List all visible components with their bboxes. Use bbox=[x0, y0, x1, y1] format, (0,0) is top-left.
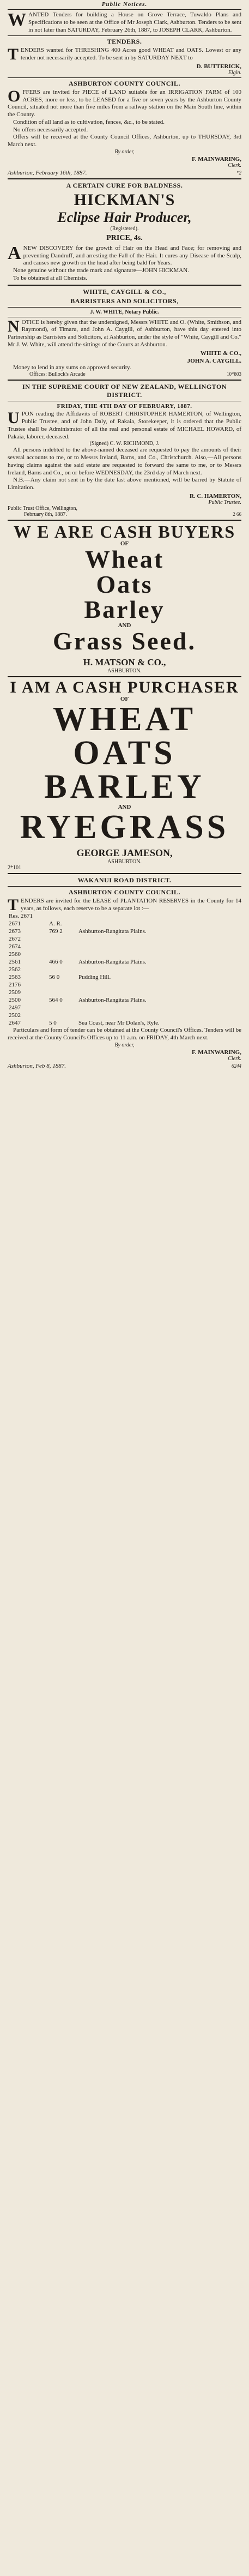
reserve-mid: 56 0 bbox=[49, 974, 60, 981]
reserve-row bbox=[8, 935, 241, 943]
ad-signoff: JOHN A. CAYGILL. bbox=[187, 357, 241, 364]
divider bbox=[8, 9, 241, 10]
reserve-mid bbox=[48, 989, 77, 996]
reserve-row bbox=[8, 1019, 241, 1027]
ad-wakanui bbox=[8, 876, 241, 884]
ad-heading: ASHBURTON COUNTY COUNCIL. bbox=[68, 888, 181, 896]
court-date: FRIDAY, THE 4TH DAY OF FEBRUARY, 1887. bbox=[57, 403, 192, 410]
notary: J. W. WHITE, Notary Public. bbox=[90, 309, 159, 315]
reserve-row bbox=[8, 950, 241, 958]
reserve-desc bbox=[77, 1004, 241, 1012]
reserve-row bbox=[8, 1012, 241, 1019]
ad-paragraph: N.B.—Any claim not sent in by the date last above mentioned, will be barred by Statute of Limitation. bbox=[8, 477, 241, 491]
divider bbox=[8, 35, 241, 36]
divider bbox=[8, 520, 241, 521]
reserve-res: 2672 bbox=[9, 936, 21, 943]
reserve-res: Res. 2671 bbox=[9, 913, 33, 920]
reserve-mid bbox=[48, 950, 77, 958]
reserve-desc bbox=[77, 1012, 241, 1019]
ad-text: ENDERS wanted for THRESHING 400 Acres good WHEAT and OATS. Lowest or any tender not necessarily accepted. To be sent in by SATURDAY NEXT to bbox=[21, 47, 241, 61]
ad-signoff: R. C. HAMERTON, bbox=[189, 492, 241, 499]
reserve-mid bbox=[48, 966, 77, 973]
reserve-desc: Ashburton-Rangitata Plains. bbox=[78, 928, 147, 935]
ad-paragraph: Offers will be received at the County Council Offices, Ashburton, up to THURSDAY, 3rd March next. bbox=[8, 134, 241, 148]
reserve-res: 2176 bbox=[9, 982, 21, 989]
reserve-mid bbox=[48, 935, 77, 943]
ad-signoff: F. MAINWARING, bbox=[192, 1049, 241, 1056]
reserve-res: 2563 bbox=[9, 974, 21, 981]
divider bbox=[8, 178, 241, 179]
by-order: By order, bbox=[114, 148, 135, 155]
ad-heading: WAKANUI ROAD DISTRICT. bbox=[77, 876, 172, 884]
section-title: Public Notices. bbox=[101, 1, 148, 8]
place: ASHBURTON. bbox=[107, 667, 142, 674]
ad-heading: IN THE SUPREME COURT OF NEW ZEALAND, WELLINGTON DISTRICT. bbox=[22, 383, 227, 399]
reserve-row bbox=[8, 943, 241, 950]
divider bbox=[8, 873, 241, 874]
ad-signoff: WHITE & CO., bbox=[200, 350, 241, 357]
ad-text: FFERS are invited for PIECE of LAND suitable for an IRRIGATION FARM of 100 ACRES, more or less, to be LEASED for a five or seven years by the Ashburton County Council, situated not more than five miles from a railway station on the Main South line, within the County. bbox=[8, 88, 241, 118]
oats: OATS bbox=[73, 734, 176, 772]
reserves-table bbox=[8, 912, 241, 1027]
ad-paragraph: All persons indebted to the above-named deceased are requested to pay the amounts of their several accounts to me, or to Messrs Ireland, Barns, and Co., Christchurch. Also,—All persons having claims against the said estate are requested to forward the same to me, or to Messrs Ireland, Barns and Co., on or before WEDNESDAY, the 23rd day of March next. bbox=[8, 447, 241, 476]
divider bbox=[8, 77, 241, 78]
cash-purchaser: I AM A CASH PURCHASER bbox=[10, 678, 239, 696]
ad-text: ENDERS are invited for the LEASE of PLANTATION RESERVES in the County for 14 years, as follows, each reserve to be a separate lot :— bbox=[21, 897, 241, 912]
ad-paragraph: No offers necessarily accepted. bbox=[13, 126, 88, 133]
ad-signoff: F. MAINWARING, bbox=[192, 155, 241, 162]
office: Public Trust Office, Wellington, bbox=[8, 505, 77, 511]
reserve-desc: Ashburton-Rangitata Plains. bbox=[78, 997, 147, 1004]
oats: Oats bbox=[96, 570, 153, 598]
dropcap: O bbox=[8, 87, 21, 105]
ad-role: Public Trustee. bbox=[208, 499, 241, 505]
divider bbox=[8, 285, 241, 286]
dropcap: N bbox=[8, 317, 20, 335]
ad-date: February 8th, 1887. bbox=[24, 511, 67, 517]
barley: BARLEY bbox=[44, 768, 205, 805]
divider bbox=[8, 676, 241, 677]
reserve-mid: A. R. bbox=[49, 920, 62, 928]
reserve-row bbox=[8, 973, 241, 981]
ad-ref: 6244 bbox=[232, 1063, 241, 1069]
reserve-row bbox=[8, 1004, 241, 1012]
wheat: WHEAT bbox=[52, 700, 197, 738]
ad-heading: ASHBURTON COUNTY COUNCIL. bbox=[68, 79, 181, 87]
reserve-desc bbox=[77, 935, 241, 943]
ad-county-leases bbox=[8, 888, 241, 1069]
ad-text: NEW DISCOVERY for the growth of Hair on the Head and Face; for removing and preventing Dandruff, and arresting the Fall of the Hair. It cures any Disease of the Scalp, and causes new growth on the head after being bald for Years. bbox=[23, 244, 241, 267]
divider bbox=[8, 886, 241, 887]
reserve-desc bbox=[77, 950, 241, 958]
firm: H. MATSON & CO., bbox=[83, 657, 166, 667]
reserve-desc: Ashburton-Rangitata Plains. bbox=[78, 959, 147, 966]
ad-text: PON reading the Affidavits of ROBERT CHRISTOPHER HAMERTON, of Wellington, Public Trustee, and of John Daly, of Rakaia, Storekeeper, it is ordered that the Public Trustee shall be Administrator of all the real and personal estate of MICHAEL HOWARD, of Pakaia, laborer, deceased. bbox=[8, 411, 241, 440]
reserve-desc bbox=[77, 981, 241, 989]
divider bbox=[8, 380, 241, 381]
reserve-res: 2673 bbox=[9, 928, 21, 935]
ad-subheading: BARRISTERS AND SOLICITORS, bbox=[70, 297, 179, 305]
ad-paragraph: Particulars and form of tender can be obtained at the County Council's Offices. Tenders will be received at the County Council's Offices up to 11 a.m. on FRIDAY, 4th March next. bbox=[8, 1027, 241, 1041]
divider bbox=[8, 307, 241, 308]
reserve-res: 2674 bbox=[9, 943, 21, 950]
of-label: OF bbox=[120, 540, 129, 547]
ad-jameson-purchaser bbox=[8, 679, 241, 871]
ad-ref: 10*803 bbox=[227, 371, 241, 377]
dropcap: A bbox=[8, 243, 21, 263]
reserve-desc: Sea Coast, near Mr Dolan's, Ryle. bbox=[78, 1020, 160, 1027]
reserve-mid bbox=[48, 943, 77, 950]
ad-heading: A CERTAIN CURE FOR BALDNESS. bbox=[66, 181, 183, 189]
dropcap: W bbox=[8, 10, 26, 30]
by-order: By order, bbox=[114, 1042, 135, 1048]
reserve-res: 2509 bbox=[9, 989, 21, 996]
ad-ref: 2*101 bbox=[8, 864, 21, 871]
reserve-res: 2562 bbox=[9, 966, 21, 973]
dropcap: T bbox=[8, 895, 19, 914]
reserve-mid bbox=[48, 1012, 77, 1019]
reserve-res: 2560 bbox=[9, 951, 21, 958]
ad-text: OTICE is hereby given that the undersigned, Messrs WHITE and O. (White, Smithson, and Raymond), of Timaru, and John A. Caygill, of Ashburton, have this day entered into Partnership as Barristers and Solicitors, at Ashburton, under the style of "White, Caygill and Co." Mr J. W. White, will attend the sittings of the Courts at Ashburton. bbox=[8, 318, 241, 348]
ad-paragraph: To be obtained at all Chemists. bbox=[13, 274, 88, 281]
ad-tenders-threshing bbox=[8, 38, 241, 76]
reserve-mid: 466 0 bbox=[49, 959, 63, 966]
reserve-mid bbox=[48, 1004, 77, 1012]
ad-role: Clerk. bbox=[228, 1055, 241, 1062]
reserve-mid bbox=[48, 912, 77, 920]
and-label: AND bbox=[118, 622, 131, 629]
reserve-desc: Pudding Hill. bbox=[78, 974, 111, 981]
reserve-row bbox=[8, 958, 241, 966]
dropcap: T bbox=[8, 45, 19, 64]
ad-role: Clerk. bbox=[228, 162, 241, 168]
reserve-res: 2500 bbox=[9, 997, 21, 1004]
ryegrass: RYEGRASS bbox=[20, 808, 229, 846]
hickman-title: HICKMAN'S bbox=[74, 190, 175, 209]
ad-supreme-court bbox=[8, 383, 241, 517]
reserve-mid: 5 0 bbox=[49, 1020, 57, 1027]
grass-seed: Grass Seed. bbox=[53, 627, 196, 655]
reserve-desc bbox=[77, 943, 241, 950]
and-label: AND bbox=[118, 803, 131, 810]
name: GEORGE JAMESON, bbox=[76, 847, 173, 858]
price: PRICE, 4s. bbox=[106, 233, 143, 242]
reserve-desc bbox=[77, 912, 241, 920]
reserve-row bbox=[8, 989, 241, 996]
ad-text: ANTED Tenders for building a House on Grove Terrace, Tuwaldo Plans and Specifications to be seen at the Office of Mr Joseph Clark, Ashburton. Tenders to be sent in not later than SATURDAY, February 26th, 1887, to JOSEPH CLARK, Ashburton. bbox=[28, 11, 241, 33]
barley: Barley bbox=[84, 595, 165, 623]
ad-heading: TENDERS. bbox=[107, 38, 142, 46]
ad-date: Ashburton, Feb 8, 1887. bbox=[8, 1062, 66, 1069]
reserve-row bbox=[8, 920, 241, 928]
dropcap: U bbox=[8, 409, 20, 428]
ad-date: Ashburton, February 16th, 1887. bbox=[8, 169, 87, 176]
ad-county-council-irrigation bbox=[8, 80, 241, 176]
reserve-res: 2497 bbox=[9, 1004, 21, 1012]
reserve-desc bbox=[77, 966, 241, 973]
reserve-desc bbox=[77, 920, 241, 928]
reserve-row bbox=[8, 928, 241, 935]
reserve-row bbox=[8, 912, 241, 920]
reserve-row bbox=[8, 981, 241, 989]
ad-paragraph: None genuine without the trade mark and signature—JOHN HICKMAN. bbox=[13, 267, 189, 274]
ad-heading: WHITE, CAYGILL & CO., bbox=[83, 287, 166, 296]
ad-signoff: D. BUTTERICK, bbox=[196, 63, 241, 70]
offices: Offices: Bullock's Arcade bbox=[29, 371, 86, 378]
hickman-subtitle: Eclipse Hair Producer, bbox=[57, 209, 192, 225]
place: ASHBURTON. bbox=[107, 858, 142, 865]
ad-white-caygill bbox=[8, 288, 241, 378]
reserve-row bbox=[8, 966, 241, 973]
of-label: OF bbox=[120, 695, 129, 702]
wheat: Wheat bbox=[84, 545, 165, 573]
newspaper-page bbox=[0, 1, 249, 1069]
reserve-res: 2647 bbox=[9, 1020, 21, 1027]
registered: (Registered). bbox=[110, 225, 139, 232]
ad-place: Elgin. bbox=[228, 69, 241, 76]
reserve-mid bbox=[48, 981, 77, 989]
reserve-res: 2561 bbox=[9, 959, 21, 966]
ad-paragraph: Money to lend in any sums on approved security. bbox=[13, 364, 131, 371]
ad-paragraph: Condition of all land as to cultivation, fences, &c., to be stated. bbox=[13, 118, 165, 125]
signed: (Signed) C. W. RICHMOND, J. bbox=[89, 441, 160, 447]
ad-matson-cash-buyers bbox=[8, 523, 241, 674]
reserve-res: 2502 bbox=[9, 1012, 21, 1019]
ad-hickman-hair-producer bbox=[8, 182, 241, 282]
reserve-desc bbox=[77, 989, 241, 996]
ad-ref: *2 bbox=[236, 170, 241, 176]
reserve-res: 2671 bbox=[9, 920, 21, 928]
reserve-mid: 564 0 bbox=[49, 997, 63, 1004]
ad-wanted-tenders bbox=[8, 11, 241, 34]
ad-ref: 2 66 bbox=[233, 511, 241, 517]
reserve-mid: 769 2 bbox=[49, 928, 63, 935]
reserve-row bbox=[8, 996, 241, 1004]
cash-buyers: W E ARE CASH BUYERS bbox=[13, 521, 236, 541]
